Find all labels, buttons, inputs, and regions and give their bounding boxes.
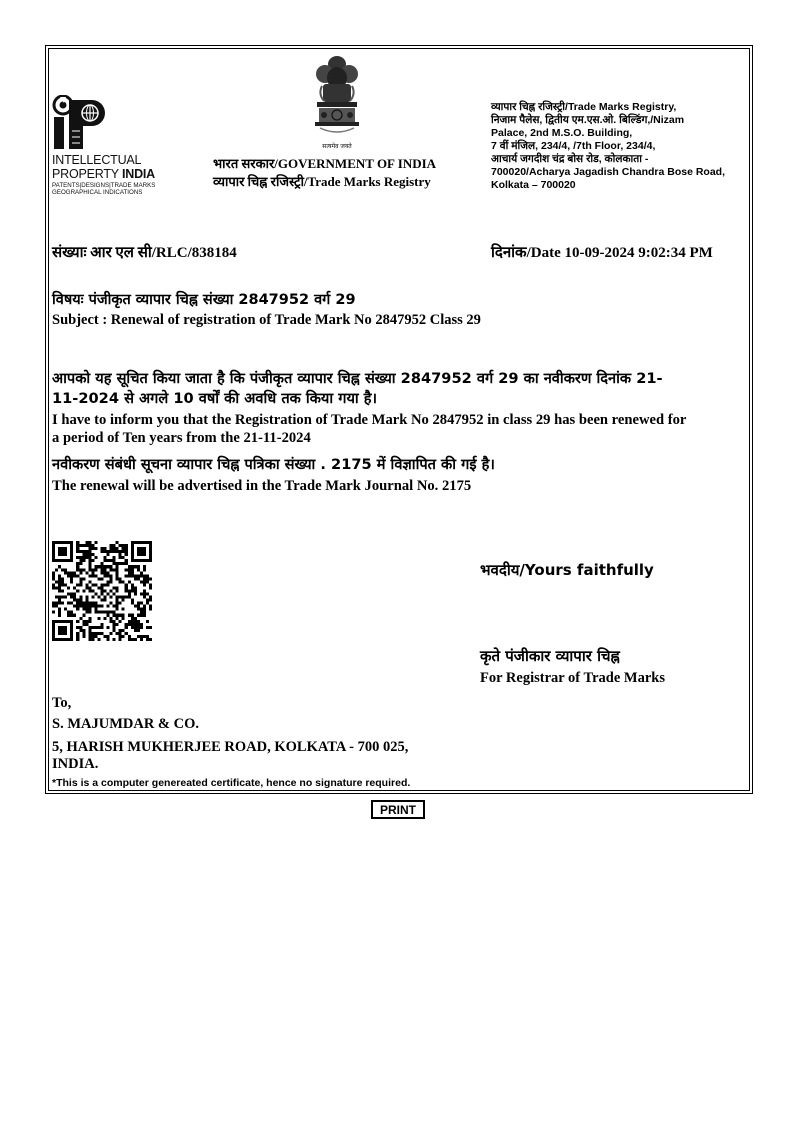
address-line: 7 वीं मंजिल, 234/4, /7th Floor, 234/4, <box>491 140 656 152</box>
issue-date: दिनांक/Date 10-09-2024 9:02:34 PM <box>491 245 713 261</box>
journal-english: The renewal will be advertised in the Trade Mark Journal No. 2175 <box>52 478 472 494</box>
yours-faithfully <box>480 560 654 580</box>
journal-hindi: नवीकरण संबंधी सूचना व्यापार चिह्न पत्रिका संख्या . 2175 में विज्ञापित की गई है। <box>52 456 495 473</box>
logo-line-1: INTELLECTUAL <box>52 153 142 167</box>
subject-english: Subject : Renewal of registration of Trade Mark No 2847952 Class 29 <box>52 312 481 328</box>
body-hindi-line-1: आपको यह सूचित किया जाता है कि पंजीकृत व्यापार चिह्न संख्या 2847952 वर्ग 29 का नवीकरण दिनांक 21- <box>52 370 663 387</box>
body-english-line-2: a period of Ten years from the 21-11-2024 <box>52 430 311 446</box>
ashoka-emblem-icon <box>306 54 368 144</box>
addressee-address-line-2: INDIA. <box>52 756 99 772</box>
qr-code <box>52 541 152 641</box>
for-registrar-english: For Registrar of Trade Marks <box>480 670 665 686</box>
logo-line-2b: INDIA <box>121 167 156 181</box>
reference-number: संख्याः आर एल सी/RLC/838184 <box>52 245 237 261</box>
body-english-line-1: I have to inform you that the Registration of Trade Mark No 2847952 in class 29 has been renewed for <box>52 412 687 428</box>
logo-line-3: PATENTS|DESIGNS|TRADE MARKS <box>52 182 156 189</box>
addressee-to: To, <box>52 695 72 711</box>
national-emblem <box>306 54 368 154</box>
address-line: Palace, 2nd M.S.O. Building, <box>491 127 633 139</box>
logo-line-2a: PROPERTY <box>52 167 122 181</box>
government-heading <box>213 155 436 191</box>
logo-line-4: GEOGRAPHICAL INDICATIONS <box>52 189 143 196</box>
ip-india-logo-mark-icon <box>52 95 118 151</box>
address-line: Kolkata – 700020 <box>491 179 576 191</box>
registry-address <box>491 101 725 192</box>
body-hindi-line-2: 11-2024 से अगले 10 वर्षों की अवधि तक किया गया है। <box>52 390 378 407</box>
addressee-address-line-1: 5, HARISH MUKHERJEE ROAD, KOLKATA - 700 025, <box>52 739 409 755</box>
subject-hindi: विषयः पंजीकृत व्यापार चिह्न संख्या 2847952 वर्ग 29 <box>52 292 356 308</box>
govt-line: भारत सरकार/GOVERNMENT OF INDIA <box>213 156 437 171</box>
registry-line: व्यापार चिह्न रजिस्ट्री/Trade Marks Registry <box>213 174 431 189</box>
computer-generated-note: *This is a computer genereated certificate, hence no signature required. <box>52 777 411 789</box>
address-line: व्यापार चिह्न रजिस्ट्री/Trade Marks Registry, <box>491 101 677 113</box>
address-line: आचार्य जगदीश चंद्र बोस रोड, कोलकाता - <box>491 153 649 165</box>
print-button[interactable]: PRINT <box>371 800 425 819</box>
addressee-name: S. MAJUMDAR & CO. <box>52 716 199 732</box>
emblem-motto: सत्यमेव जयते <box>322 143 352 150</box>
address-line: 700020/Acharya Jagadish Chandra Bose Road, <box>491 166 726 178</box>
yours-faithfully-text: भवदीय/Yours faithfully <box>480 561 654 579</box>
ip-india-logo <box>52 95 172 200</box>
for-registrar-hindi: कृते पंजीकार व्यापार चिह्न <box>480 647 620 665</box>
logo-line-2 <box>52 167 155 181</box>
address-line: निजाम पैलेस, द्वितीय एम.एस.ओ. बिल्डिंग,/Nizam <box>491 114 685 126</box>
